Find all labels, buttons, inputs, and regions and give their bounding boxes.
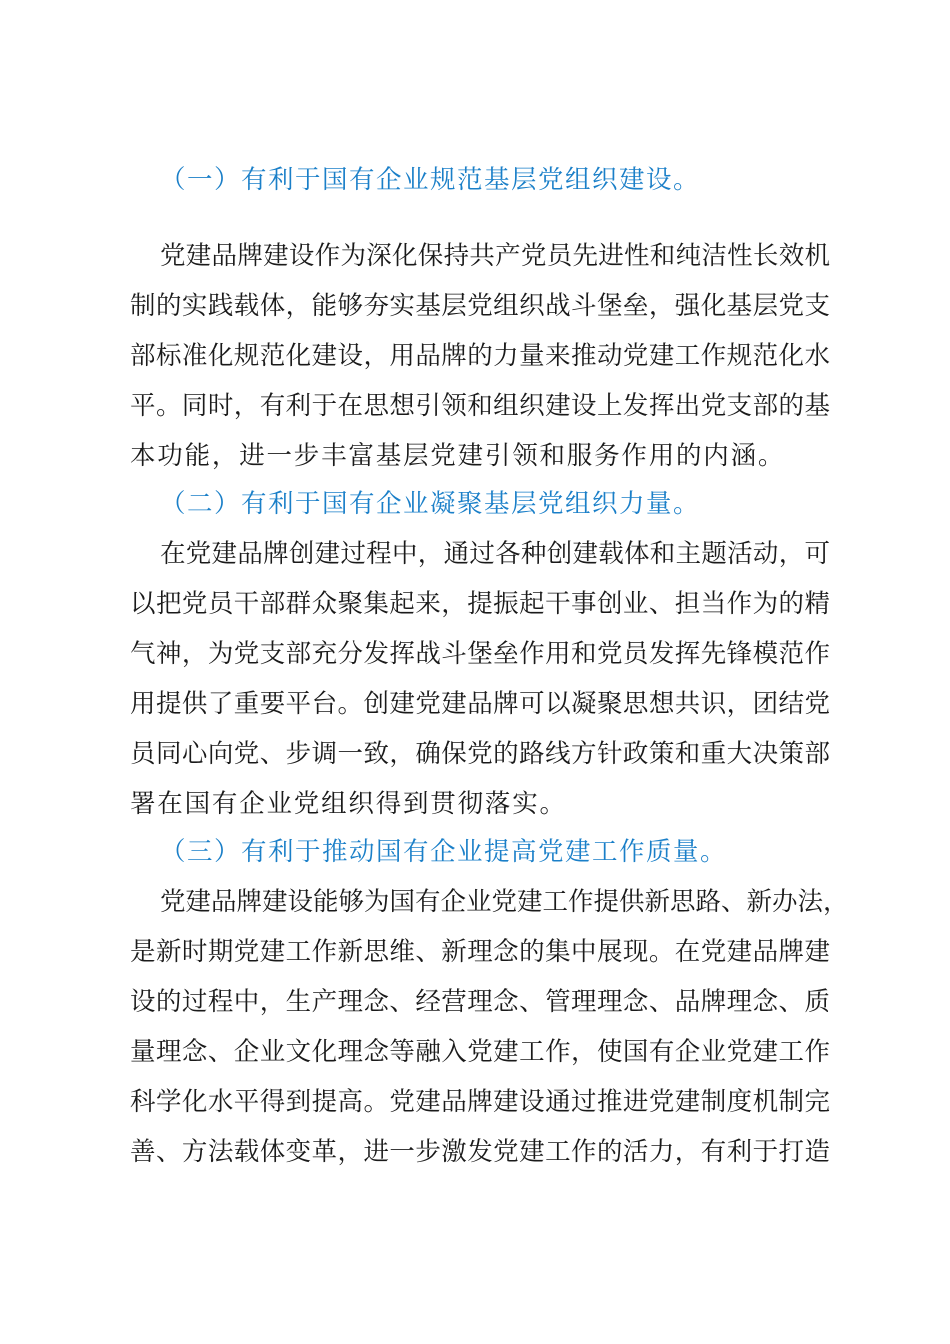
paragraph-line: 党建品牌建设能够为国有企业党建工作提供新思路、新办法， — [160, 887, 849, 917]
paragraph-line: 以把党员干部群众聚集起来，提振起干事创业、担当作为的精 — [130, 589, 830, 619]
paragraph-line: 科学化水平得到提高。党建品牌建设通过推进党建制度机制完 — [130, 1087, 830, 1117]
section-heading-2: （二）有利于国有企业凝聚基层党组织力量。 — [160, 489, 701, 519]
paragraph-line: 部标准化规范化建设，用品牌的力量来推动党建工作规范化水 — [130, 341, 830, 371]
paragraph-line: 在党建品牌创建过程中，通过各种创建载体和主题活动，可 — [160, 539, 830, 569]
paragraph-line: 气神，为党支部充分发挥战斗堡垒作用和党员发挥先锋模范作 — [130, 639, 830, 669]
paragraph-line: 设的过程中，生产理念、经营理念、管理理念、品牌理念、质 — [130, 987, 830, 1017]
paragraph-line: 是新时期党建工作新思维、新理念的集中展现。在党建品牌建 — [130, 937, 830, 967]
paragraph-line: 量理念、企业文化理念等融入党建工作，使国有企业党建工作 — [130, 1037, 830, 1067]
paragraph-line: 署在国有企业党组织得到贯彻落实。 — [130, 789, 567, 819]
section-heading-1: （一）有利于国有企业规范基层党组织建设。 — [160, 165, 701, 195]
paragraph-line: 党建品牌建设作为深化保持共产党员先进性和纯洁性长效机 — [160, 241, 830, 271]
paragraph-line: 本功能，进一步丰富基层党建引领和服务作用的内涵。 — [130, 441, 786, 471]
paragraph-line: 平。同时，有利于在思想引领和组织建设上发挥出党支部的基 — [130, 391, 830, 421]
paragraph-line: 善、方法载体变革，进一步激发党建工作的活力，有利于打造 — [130, 1137, 830, 1167]
section-heading-3: （三）有利于推动国有企业提高党建工作质量。 — [160, 837, 728, 867]
paragraph-line: 用提供了重要平台。创建党建品牌可以凝聚思想共识，团结党 — [130, 689, 830, 719]
paragraph-line: 制的实践载体，能够夯实基层党组织战斗堡垒，强化基层党支 — [130, 291, 830, 321]
paragraph-line: 员同心向党、步调一致，确保党的路线方针政策和重大决策部 — [130, 739, 830, 769]
